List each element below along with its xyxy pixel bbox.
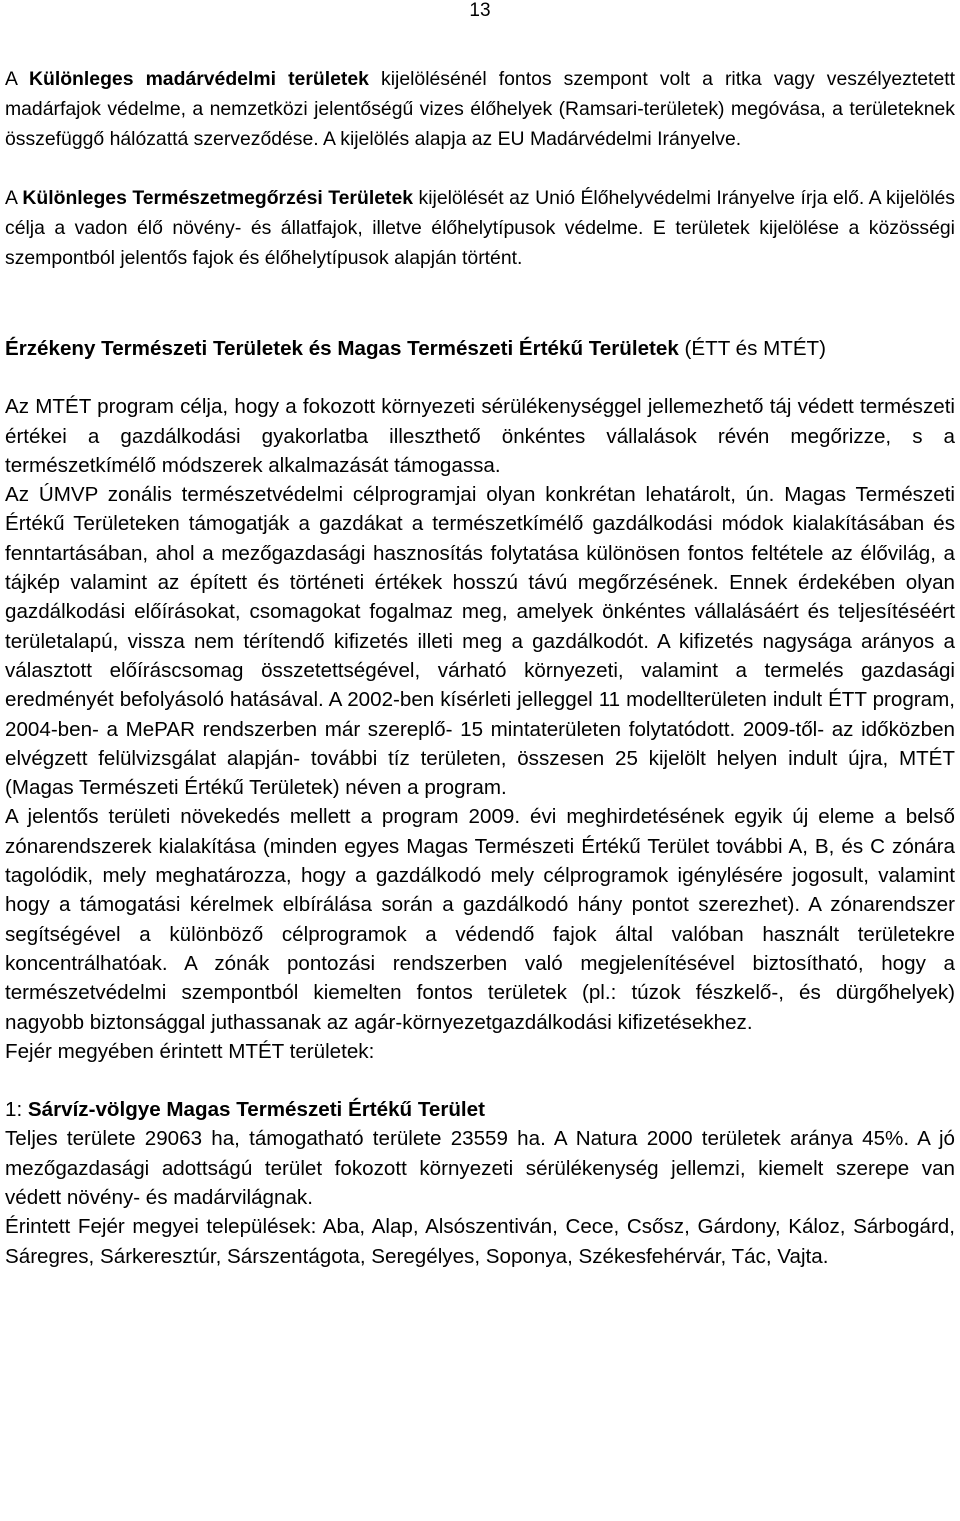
bold-term: Különleges madárvédelmi területek	[28, 68, 369, 90]
paragraph-fejer-intro: Fejér megyében érintett MTÉT területek:	[5, 1039, 375, 1063]
heading-suffix: (ÉTT és MTÉT)	[678, 337, 826, 360]
text-run: A	[5, 68, 29, 90]
text-run: kijelölését az Unió Élőhelyvédelmi Irányelve írja elő. A kijelölés célja a vadon élő növény- és állatfajok, illetve élőhelytípusok védelme. E területek kijelölése a közösségi szempontból jelentős fajok és élőhelytípusok alapján történt.	[5, 187, 955, 269]
paragraph-special-bird-areas	[5, 64, 955, 154]
list-number: 1:	[5, 1098, 28, 1122]
paragraph-special-conservation-areas	[5, 183, 955, 273]
page-number: 13	[469, 0, 491, 21]
document-body	[5, 64, 955, 1271]
paragraph-settlements: Érintett Fejér megyei települések: Aba, Alap, Alsószentiván, Cece, Csősz, Gárdony, Káloz, Sárbogárd, Sáregres, Sárkeresztúr, Sárszentágota, Seregélyes, Soponya, Székesfehérvár, Tác, Vajta.	[5, 1215, 955, 1268]
heading-bold: Érzékeny Természeti Területek és Magas Természeti Értékű Területek	[5, 337, 679, 360]
bold-term: Különleges Természetmegőrzési Területek	[22, 187, 414, 209]
section-heading	[5, 334, 955, 363]
text-run: A	[5, 187, 23, 209]
text-run: kijelölésénél fontos szempont volt a ritka vagy veszélyeztetett madárfajok védelme, a nemzetközi jelentőségű vizes élőhelyek (Ramsari-területek) megóvása, a területeknek összefüggő hálózattá szerveződése. A kijelölés alapja az EU Madárvédelmi Irányelve.	[5, 68, 955, 150]
list-item-heading	[5, 1095, 955, 1124]
paragraph-sarviz-area: Teljes területe 29063 ha, támogatható területe 23559 ha. A Natura 2000 területek aránya 45%. A jó mezőgazdasági adottságú terület fokozott környezeti sérülékenység jellemzi, kiemelt szerepe van védett növény- és madárvilágnak.	[5, 1127, 955, 1210]
list-item-title: Sárvíz-völgye Magas Természeti Értékű Terület	[27, 1098, 485, 1122]
paragraph-zone-system: A jelentős területi növekedés mellett a program 2009. évi meghirdetésének egyik új eleme a belső zónarendszerek kialakítása (minden egyes Magas Természeti Értékű Terület további A, B, és C zónára tagolódik, mely meghatározza, hogy a gazdálkodó mely célprogramok igénylésére jogosult, valamint hogy a támogatási kérelmek elbírálása során a gazdálkodó hány pontot szerezhet). A zónarendszer segítségével a különböző célprogramok a védendő fajok által valóban használt területekre koncentrálhatóak. A zónák pontozási rendszerben való megjelenítésével biztosítható, hogy a természetvédelmi szempontból kiemelten fontos területek (pl.: túzok fészkelő-, és dürgőhelyek) nagyobb biztonsággal juthassanak az agár-környezetgazdálkodási kifizetésekhez.	[5, 805, 955, 1034]
paragraph-mtet-goal: Az MTÉT program célja, hogy a fokozott környezeti sérülékenységgel jellemezhető táj védett természeti értékei a gazdálkodási gyakorlatba illeszthető önkéntes vállalások révén megőrizze, s a természetkímélő módszerek alkalmazását támogassa.	[5, 395, 955, 477]
paragraph-umvp-programs: Az ÚMVP zonális természetvédelmi célprogramjai olyan konkrétan lehatárolt, ún. Magas Természeti Értékű Területeken támogatják a gazdákat a természetkímélő gazdálkodási módok kialakításában és fenntartásában, ahol a mezőgazdasági hasznosítás folytatása különösen fontos feltétele az élővilág, a tájkép valamint az épített és történeti értékek hosszú távú megőrzésének. Ennek érdekében olyan gazdálkodási előírásokat, csomagokat fogalmaz meg, amelyek önkéntes vállalásáért és teljesítéséért területalapú, vissza nem térítendő kifizetés illeti meg a gazdálkodót. A kifizetés nagysága arányos a választott előíráscsomag összetettségével, várható környezeti, valamint a termelés gazdasági eredményét befolyásoló hatásával. A 2002-ben kísérleti jelleggel 11 modellterületen indult ÉTT program, 2004-ben- a MePAR rendszerben már szereplő- 15 mintaterületen folytatódott. 2009-től- az időközben elvégzett felülvizsgálat alapján- további tíz területen, összesen 25 kijelölt helyen indult újra, MTÉT (Magas Természeti Értékű Területek) néven a program.	[5, 483, 955, 800]
